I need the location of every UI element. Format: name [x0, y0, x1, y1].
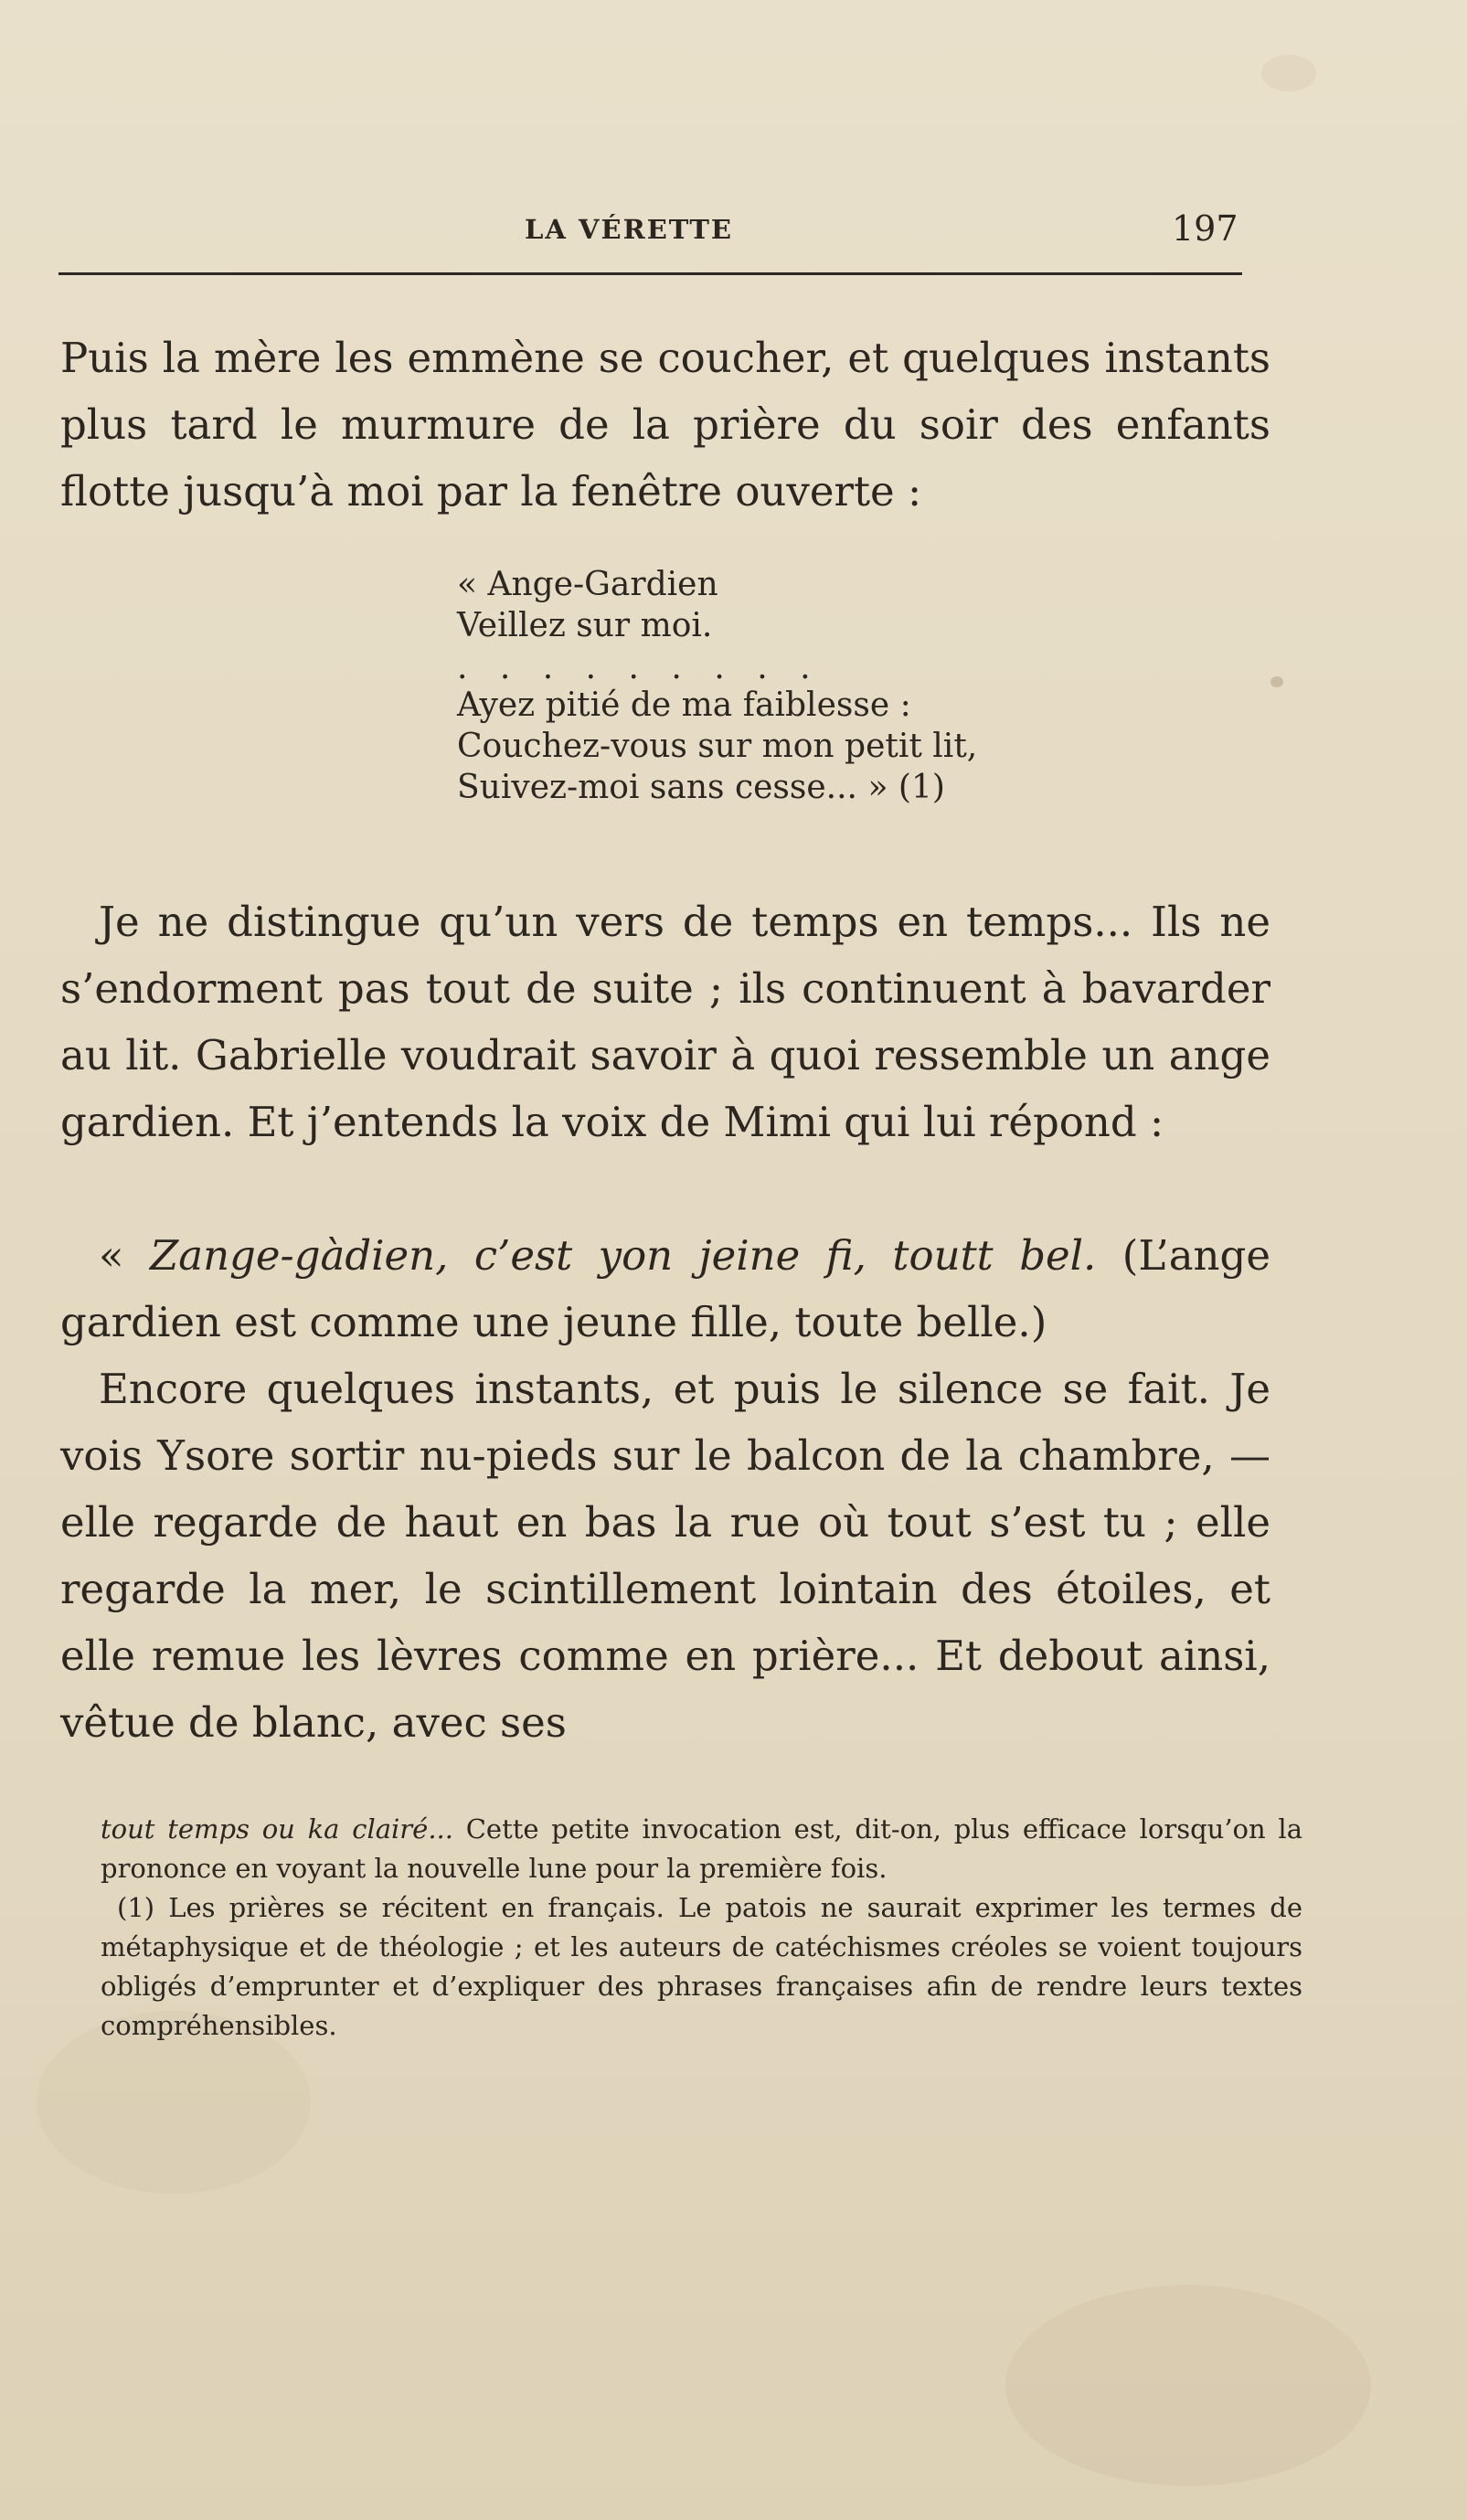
paragraph-4: Encore quelques instants, et puis le silence se fait. Je vois Ysore sortir nu-pieds sur le balcon de la chambre, — elle regarde de haut en bas la rue où tout s’est tu ; elle regarde la mer, le scintillement lointain des étoiles, et elle remue les lèvres comme en prière... Et debout ainsi, vêtue de blanc, avec ses	[60, 1365, 1270, 1747]
footnote-1	[101, 1888, 1302, 2046]
verse-line: Couchez-vous sur mon petit lit,	[457, 728, 978, 765]
verse-line: « Ange-Gardien	[457, 566, 718, 603]
paper-stain	[1005, 2285, 1371, 2486]
verse-line: Veillez sur moi.	[457, 607, 713, 644]
footnote-marker: (1)	[117, 1892, 155, 1923]
paragraph-1: Puis la mère les emmène se coucher, et quelques instants plus tard le murmure de la prière du soir des enfants flotte jusqu’à moi par la fenêtre ouverte :	[60, 334, 1270, 516]
paragraph-3	[60, 1222, 1270, 1356]
header-rule	[58, 272, 1242, 275]
paper-stain	[1261, 55, 1316, 91]
page-number: 197	[1172, 208, 1238, 249]
running-head	[58, 208, 1247, 263]
paragraph-2: Je ne distingue qu’un vers de temps en temps... Ils ne s’endorment pas tout de suite ; ils continuent à bavarder au lit. Gabrielle voudrait savoir à quoi ressemble un ange gardien. Et j’entends la voix de Mimi qui lui répond :	[60, 898, 1270, 1146]
footnote-creole: tout temps ou ka clairé...	[101, 1813, 453, 1845]
translation: (L’ange gardien est comme une jeune fille, toute belle.)	[60, 1231, 1270, 1346]
footnote-text: Cette petite invocation est, dit-on, plus efficace lorsqu’on la prononce en voyant la nouvelle lune pour la première fois.	[101, 1813, 1302, 1884]
footnote-text: Les prières se récitent en français. Le patois ne saurait exprimer les termes de métaphysique et de théologie ; et les auteurs de catéchismes créoles se voient toujours obligés d’emprunter et d’expliquer des phrases françaises afin de rendre leurs textes compréhensibles.	[101, 1892, 1302, 2041]
open-quote: «	[99, 1231, 150, 1280]
creole-quote: Zange-gàdien, c’est yon jeine fi, toutt bel.	[149, 1231, 1097, 1280]
verse-ellipsis: . . . . . . . . .	[457, 649, 822, 686]
footnote-continued	[101, 1810, 1302, 1888]
running-title: LA VÉRETTE	[525, 214, 734, 245]
prayer-verse	[457, 564, 1188, 808]
paper-stain	[1270, 676, 1283, 687]
verse-line: Suivez-moi sans cesse... » (1)	[457, 769, 945, 806]
footnotes	[101, 1810, 1302, 2046]
verse-line: Ayez pitié de ma faiblesse :	[457, 686, 911, 724]
